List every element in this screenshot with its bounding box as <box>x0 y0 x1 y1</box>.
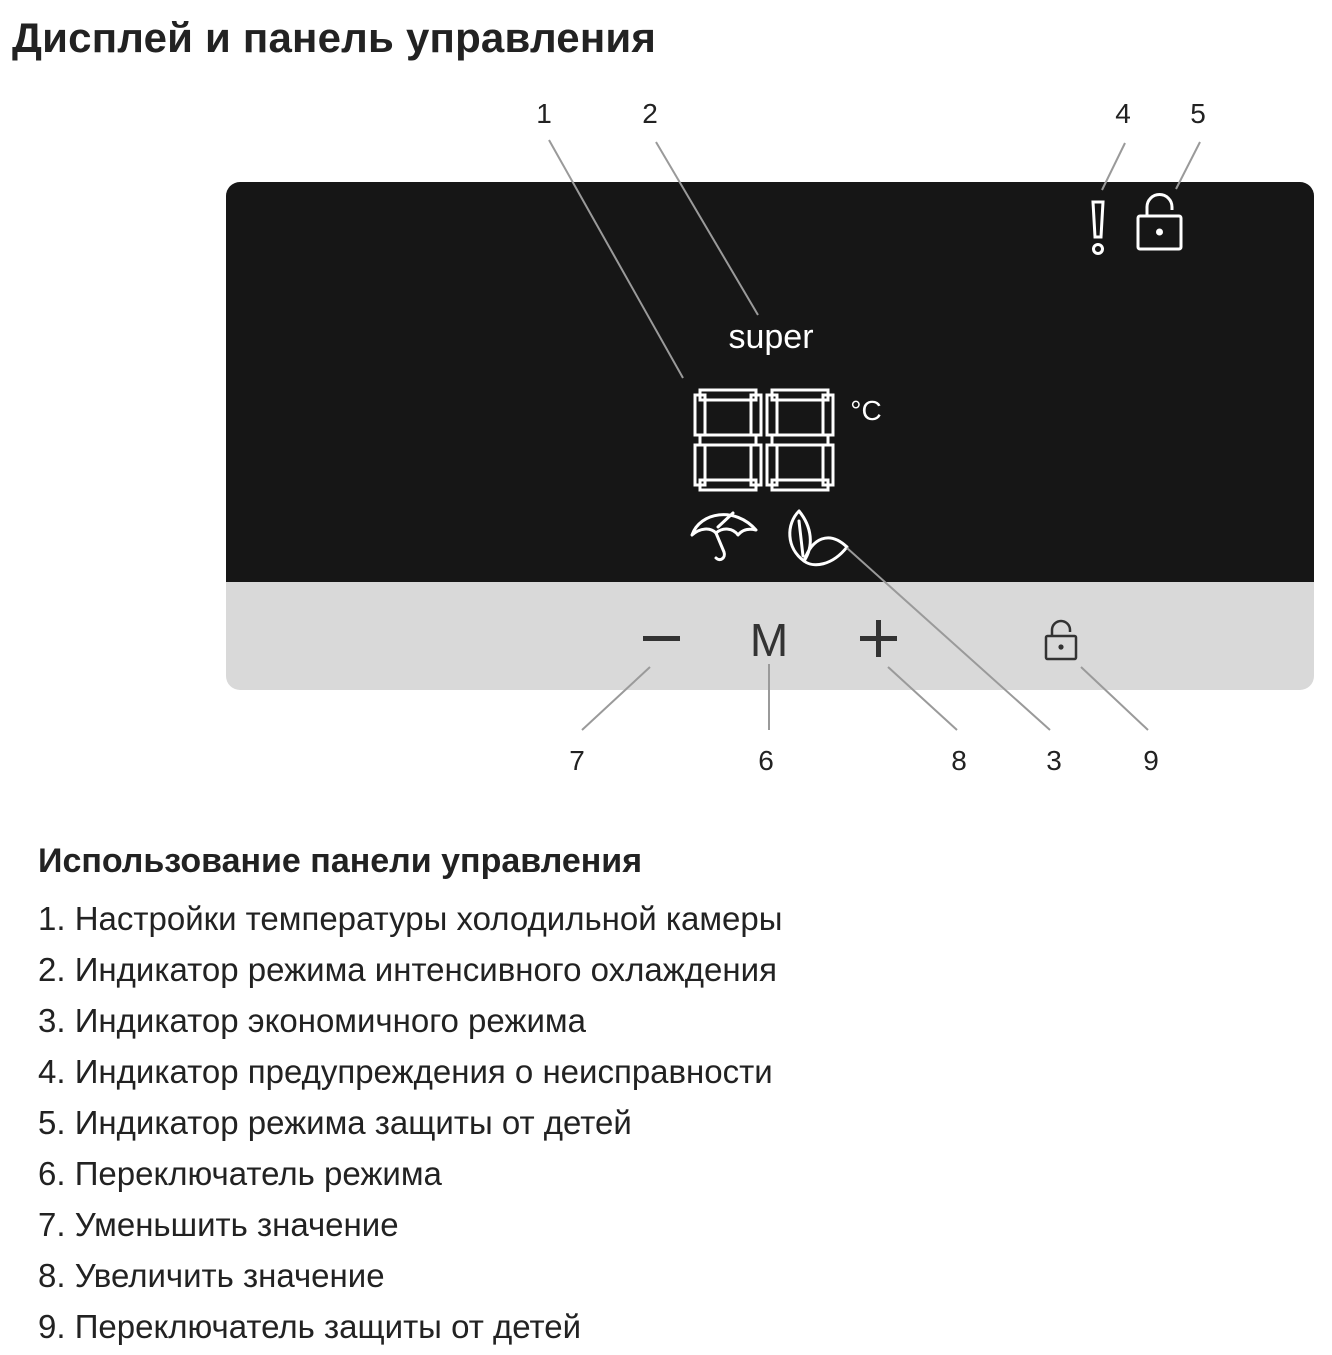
list-item: 9. Переключатель защиты от детей <box>38 1308 582 1345</box>
list-item: 7. Уменьшить значение <box>38 1206 399 1243</box>
plus-button[interactable] <box>852 612 906 666</box>
list-item: 6. Переключатель режима <box>38 1155 442 1192</box>
callout-8: 8 <box>951 745 967 776</box>
callout-3: 3 <box>1046 745 1062 776</box>
child-lock-button[interactable] <box>1036 616 1086 666</box>
list-item: 5. Индикатор режима защиты от детей <box>38 1104 632 1141</box>
callout-7: 7 <box>569 745 585 776</box>
callout-1: 1 <box>536 98 552 129</box>
list-item: 2. Индикатор режима интенсивного охлаждения <box>38 951 777 988</box>
callout-4: 4 <box>1115 98 1131 129</box>
callout-5: 5 <box>1190 98 1206 129</box>
temperature-unit: °C <box>850 395 882 426</box>
callout-9: 9 <box>1143 745 1159 776</box>
list-item: 8. Увеличить значение <box>38 1257 385 1294</box>
list-item: 3. Индикатор экономичного режима <box>38 1002 586 1039</box>
page-title: Дисплей и панель управления <box>12 14 657 61</box>
list-item: 1. Настройки температуры холодильной камеры <box>38 900 783 937</box>
list-item: 4. Индикатор предупреждения о неисправности <box>38 1053 773 1090</box>
super-mode-label: super <box>728 318 814 356</box>
callout-6: 6 <box>758 745 774 776</box>
display-screen <box>226 182 1314 582</box>
usage-title: Использование панели управления <box>38 842 643 880</box>
mode-button[interactable]: M <box>749 614 789 666</box>
usage-list <box>38 893 782 1352</box>
minus-button[interactable] <box>634 612 688 666</box>
callout-2: 2 <box>642 98 658 129</box>
